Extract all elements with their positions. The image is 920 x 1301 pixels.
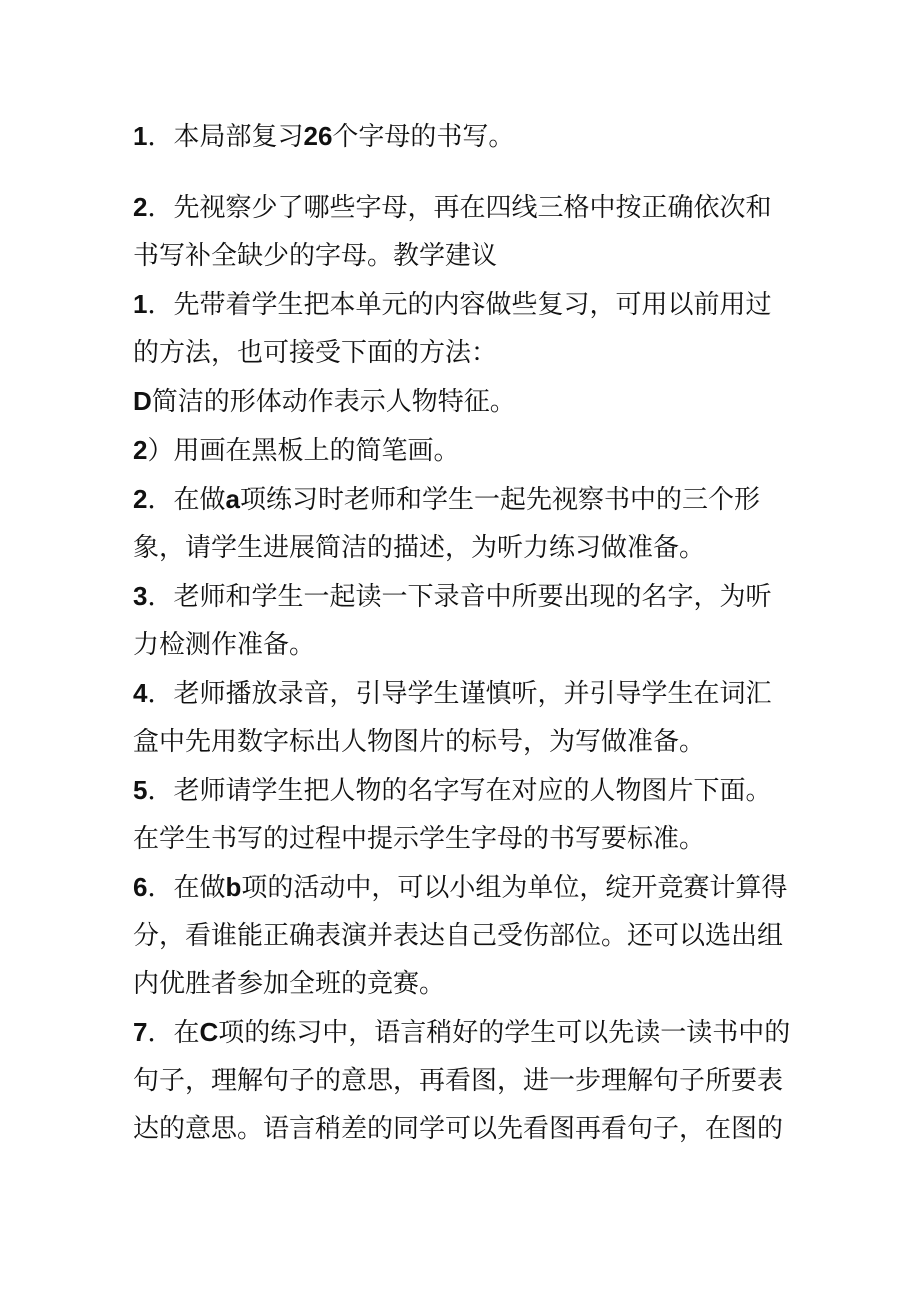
paragraph-7 xyxy=(133,572,793,669)
paragraph-text-cont: 个字母的书写。 xyxy=(332,122,515,152)
item-number: 2 xyxy=(133,484,148,514)
paragraph-text: ．先视察少了哪些字母，再在四线三格中按正确依次和书写补全缺少的字母。教学建议 xyxy=(133,193,772,271)
document-body xyxy=(133,112,793,1153)
item-number: 7 xyxy=(133,1017,148,1047)
item-number: 2 xyxy=(133,435,148,465)
paragraph-11 xyxy=(133,1008,793,1153)
item-number: 4 xyxy=(133,678,148,708)
paragraph-text: ．老师播放录音，引导学生谨慎听，并引导学生在词汇盒中先用数字标出人物图片的标号，为写做准备。 xyxy=(133,679,772,757)
item-number: 5 xyxy=(133,775,148,805)
paragraph-text: ．先带着学生把本单元的内容做些复习，可用以前用过的方法，也可接受下面的方法： xyxy=(133,290,772,368)
item-number: 3 xyxy=(133,581,148,611)
paragraph-text: ．在做 xyxy=(147,485,226,515)
paragraph-text: ．在做 xyxy=(147,873,226,903)
paragraph-6 xyxy=(133,475,793,572)
paragraph-text: 简洁的形体动作表示人物特征。 xyxy=(151,387,516,417)
paragraph-text-cont: 项的练习中，语言稍好的学生可以先读一读书中的句子，理解句子的意思，再看图，进一步理解句子所要表达的意思。语言稍差的同学可以先看图再看句子，在图的 xyxy=(133,1018,791,1144)
paragraph-8 xyxy=(133,669,793,766)
paragraph-3 xyxy=(133,280,793,377)
paragraph-text: ）用画在黑板上的简笔画。 xyxy=(147,436,460,466)
item-number: D xyxy=(133,386,152,416)
inline-letter: b xyxy=(225,872,242,902)
paragraph-9 xyxy=(133,766,793,863)
paragraph-text: ．在 xyxy=(147,1018,200,1048)
paragraph-text: ．老师和学生一起读一下录音中所要出现的名字，为听力检测作准备。 xyxy=(133,582,772,660)
paragraph-5 xyxy=(133,426,793,475)
paragraph-1 xyxy=(133,112,793,161)
inline-letter: a xyxy=(225,484,240,514)
paragraph-10 xyxy=(133,863,793,1008)
paragraph-4 xyxy=(133,377,793,426)
item-number: 2 xyxy=(133,192,148,222)
inline-number: 26 xyxy=(303,121,333,151)
paragraph-text: ．本局部复习 xyxy=(147,122,304,152)
paragraph-text: ．老师请学生把人物的名字写在对应的人物图片下面。在学生书写的过程中提示学生字母的书写要标准。 xyxy=(133,776,772,854)
paragraph-text-cont: 项练习时老师和学生一起先视察书中的三个形象，请学生进展简洁的描述，为听力练习做准备。 xyxy=(133,485,760,563)
paragraph-2 xyxy=(133,183,793,280)
item-number: 1 xyxy=(133,289,148,319)
inline-letter: C xyxy=(199,1017,219,1047)
item-number: 6 xyxy=(133,872,148,902)
item-number: 1 xyxy=(133,121,148,151)
paragraph-text-cont: 项的活动中，可以小组为单位，绽开竞赛计算得分，看谁能正确表演并表达自己受伤部位。还可以选出组内优胜者参加全班的竞赛。 xyxy=(133,873,788,999)
